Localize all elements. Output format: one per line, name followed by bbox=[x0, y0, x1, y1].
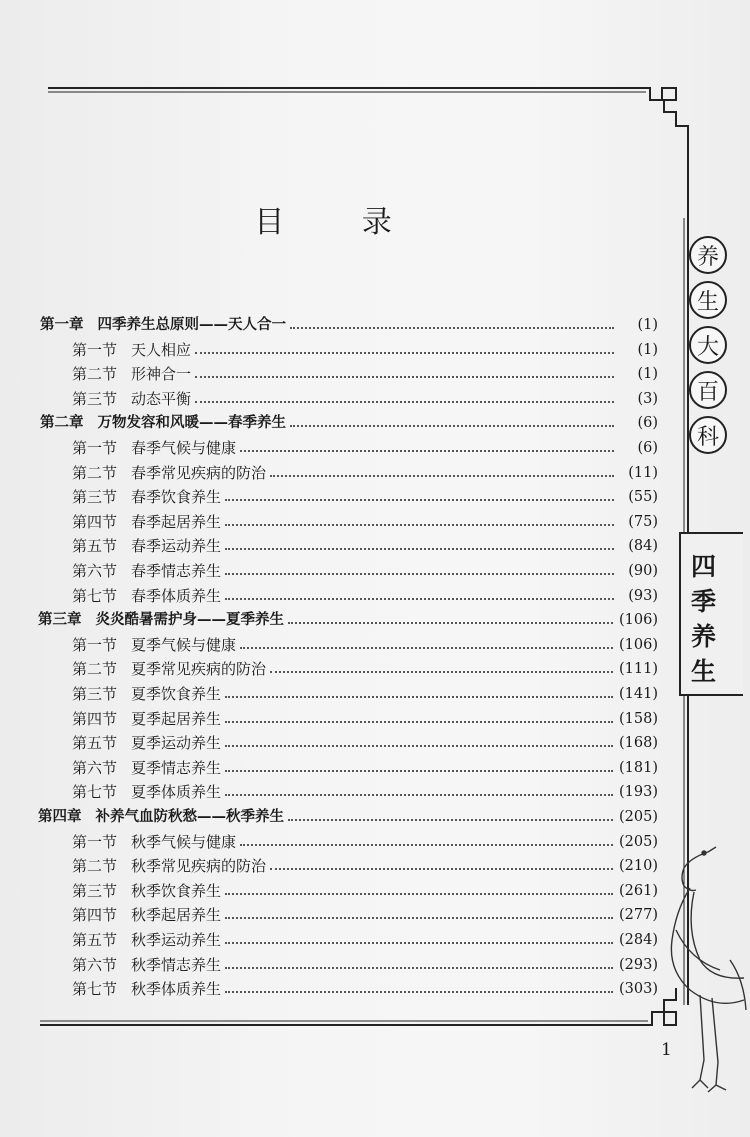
dot-leader bbox=[195, 376, 614, 378]
toc-entry-number: 第六节 bbox=[72, 955, 118, 974]
toc-page-number: (6) bbox=[637, 415, 658, 432]
toc-entry-number: 第二节 bbox=[72, 463, 118, 482]
toc-section-entry[interactable] bbox=[72, 630, 658, 654]
toc-entry-title: 补养气血防秋愁——秋季养生 bbox=[95, 809, 284, 825]
toc-entry-number: 第六节 bbox=[72, 562, 118, 580]
dot-leader bbox=[290, 425, 614, 427]
toc-page-number: (158) bbox=[619, 710, 658, 727]
toc-entry-number: 第一节 bbox=[72, 439, 118, 457]
toc-entry-number: 第六节 bbox=[72, 758, 118, 777]
toc-entry-number: 第一节 bbox=[72, 340, 118, 359]
toc-page-number: (84) bbox=[628, 538, 658, 555]
dot-leader bbox=[225, 573, 614, 575]
toc-entry-number: 第五节 bbox=[72, 931, 118, 949]
toc-page-number: (106) bbox=[619, 636, 658, 653]
toc-section-entry[interactable] bbox=[72, 777, 658, 801]
toc-entry-number: 第七节 bbox=[72, 586, 118, 605]
toc-entry-title: 秋季情志养生 bbox=[131, 955, 222, 974]
toc-page-number: (6) bbox=[637, 440, 658, 456]
crane-illustration bbox=[671, 847, 746, 1092]
dot-leader bbox=[225, 745, 613, 747]
toc-section-entry[interactable] bbox=[72, 900, 658, 924]
dot-leader bbox=[270, 475, 614, 477]
toc-section-entry[interactable] bbox=[72, 753, 658, 777]
toc-page-number: (293) bbox=[619, 956, 658, 973]
toc-page-number: (111) bbox=[619, 661, 658, 678]
page-title: 目 录 bbox=[254, 205, 426, 240]
toc-page-number: (205) bbox=[619, 809, 658, 825]
dot-leader bbox=[270, 868, 613, 870]
series-title-char: 大 bbox=[689, 326, 727, 364]
toc-section-entry[interactable] bbox=[72, 876, 658, 900]
volume-title-char: 四 bbox=[691, 552, 717, 581]
toc-entry-number: 第二章 bbox=[40, 415, 84, 432]
toc-entry-title: 春季运动养生 bbox=[131, 537, 222, 556]
toc-section-entry[interactable] bbox=[72, 654, 658, 678]
toc-entry-title: 春季气候与健康 bbox=[131, 439, 237, 457]
toc-entry-number: 第四章 bbox=[38, 809, 82, 825]
dot-leader bbox=[225, 721, 613, 723]
toc-page-number: (181) bbox=[619, 759, 658, 776]
toc-section-entry[interactable] bbox=[72, 384, 658, 408]
toc-chapter-entry[interactable] bbox=[38, 605, 658, 629]
toc-section-entry[interactable] bbox=[72, 925, 658, 949]
dot-leader bbox=[225, 598, 614, 600]
toc-entry-number: 第一章 bbox=[40, 317, 84, 333]
toc-section-entry[interactable] bbox=[72, 359, 658, 383]
toc-entry-title: 夏季情志养生 bbox=[131, 758, 222, 777]
toc-page-number: (261) bbox=[619, 882, 658, 899]
toc-page-number: (168) bbox=[619, 735, 658, 752]
toc-section-entry[interactable] bbox=[72, 531, 658, 555]
dot-leader bbox=[240, 647, 613, 649]
toc-entry-title: 四季养生总原则——天人合一 bbox=[97, 317, 286, 333]
toc-section-entry[interactable] bbox=[72, 458, 658, 482]
toc-entry-title: 秋季起居养生 bbox=[131, 906, 222, 925]
toc-entry-number: 第一节 bbox=[72, 832, 118, 851]
dot-leader bbox=[225, 770, 613, 772]
toc-entry-title: 夏季常见疾病的防治 bbox=[131, 660, 267, 679]
toc-entry-number: 第二节 bbox=[72, 660, 118, 679]
toc-section-entry[interactable] bbox=[72, 679, 658, 703]
dot-leader bbox=[270, 671, 613, 673]
dot-leader bbox=[225, 893, 613, 895]
dot-leader bbox=[288, 622, 613, 624]
toc-page-number: (75) bbox=[628, 513, 658, 530]
toc-entry-number: 第一节 bbox=[72, 635, 118, 654]
toc-entry-number: 第三节 bbox=[72, 488, 118, 507]
toc-entry-title: 秋季饮食养生 bbox=[131, 881, 222, 900]
series-title-char: 生 bbox=[689, 281, 727, 319]
toc-entry-title: 秋季运动养生 bbox=[131, 931, 222, 949]
series-title-char: 养 bbox=[689, 236, 727, 274]
toc-entry-title: 春季起居养生 bbox=[131, 512, 222, 531]
dot-leader bbox=[225, 967, 613, 969]
toc-entry-title: 形神合一 bbox=[131, 365, 192, 384]
toc-entry-number: 第三节 bbox=[72, 685, 118, 703]
toc-entry-title: 春季情志养生 bbox=[131, 562, 222, 580]
dot-leader bbox=[225, 942, 613, 944]
toc-entry-number: 第二节 bbox=[72, 857, 118, 876]
toc-section-entry[interactable] bbox=[72, 704, 658, 728]
toc-page-number: (106) bbox=[619, 612, 658, 629]
toc-entry-title: 天人相应 bbox=[131, 340, 192, 359]
toc-entry-title: 夏季饮食养生 bbox=[131, 685, 222, 703]
dot-leader bbox=[225, 794, 613, 796]
toc-entry-title: 炎炎酷暑需护身——夏季养生 bbox=[95, 612, 284, 629]
toc-page-number: (210) bbox=[619, 858, 658, 875]
dot-leader bbox=[225, 499, 614, 501]
toc-page-number: (1) bbox=[637, 317, 658, 333]
toc-entry-number: 第三节 bbox=[72, 389, 118, 408]
toc-section-entry[interactable] bbox=[72, 728, 658, 752]
toc-page-number: (141) bbox=[619, 686, 658, 702]
toc-entry-number: 第四节 bbox=[72, 709, 118, 728]
toc-entry-number: 第五节 bbox=[72, 537, 118, 556]
dot-leader bbox=[225, 917, 613, 919]
toc-entry-number: 第七节 bbox=[72, 980, 118, 999]
volume-title-char: 养 bbox=[691, 622, 717, 651]
dot-leader bbox=[225, 524, 614, 526]
dot-leader bbox=[225, 991, 613, 993]
toc-page-number: (3) bbox=[637, 390, 658, 407]
series-title-char: 科 bbox=[689, 416, 727, 454]
toc-entry-title: 春季体质养生 bbox=[131, 586, 222, 605]
toc-chapter-entry[interactable] bbox=[38, 802, 658, 826]
toc-section-entry[interactable] bbox=[72, 851, 658, 875]
toc-section-entry[interactable] bbox=[72, 556, 658, 580]
toc-entry-title: 秋季常见疾病的防治 bbox=[131, 857, 267, 876]
toc-section-entry[interactable] bbox=[72, 827, 658, 851]
dot-leader bbox=[290, 327, 614, 329]
toc-page-number: (93) bbox=[628, 587, 658, 604]
toc-entry-title: 夏季运动养生 bbox=[131, 734, 222, 753]
toc-page-number: (205) bbox=[619, 833, 658, 850]
toc-chapter-entry[interactable] bbox=[40, 310, 658, 334]
toc-entry-title: 夏季气候与健康 bbox=[131, 635, 237, 654]
dot-leader bbox=[240, 844, 613, 846]
toc-entry-number: 第二节 bbox=[72, 365, 118, 384]
dot-leader bbox=[225, 696, 613, 698]
toc-entry-title: 春季常见疾病的防治 bbox=[131, 463, 267, 482]
dot-leader bbox=[288, 819, 613, 821]
toc-page-number: (11) bbox=[628, 464, 658, 481]
toc-entry-number: 第四节 bbox=[72, 906, 118, 925]
toc-entry-number: 第三章 bbox=[38, 612, 82, 629]
toc-page-number: (1) bbox=[637, 341, 658, 358]
toc-section-entry[interactable] bbox=[72, 950, 658, 974]
toc-chapter-entry[interactable] bbox=[40, 408, 658, 432]
toc-section-entry[interactable] bbox=[72, 974, 658, 998]
toc-page-number: (1) bbox=[637, 366, 658, 383]
toc-entry-title: 夏季体质养生 bbox=[131, 783, 222, 802]
toc-page-number: (303) bbox=[619, 981, 658, 998]
dot-leader bbox=[195, 352, 614, 354]
toc-entry-number: 第五节 bbox=[72, 734, 118, 753]
toc-entry-title: 夏季起居养生 bbox=[131, 709, 222, 728]
toc-page-number: (284) bbox=[619, 932, 658, 948]
dot-leader bbox=[195, 401, 614, 403]
toc-entry-title: 秋季体质养生 bbox=[131, 980, 222, 999]
toc-entry-title: 秋季气候与健康 bbox=[131, 832, 237, 851]
volume-title-char: 生 bbox=[691, 657, 717, 686]
toc-page-number: (193) bbox=[619, 784, 658, 801]
dot-leader bbox=[240, 450, 614, 452]
toc-page-number: (90) bbox=[628, 563, 658, 579]
toc-entry-title: 动态平衡 bbox=[131, 389, 192, 408]
toc-entry-title: 春季饮食养生 bbox=[131, 488, 222, 507]
toc-page-number: (55) bbox=[628, 489, 658, 506]
toc-section-entry[interactable] bbox=[72, 335, 658, 359]
toc-entry-title: 万物发容和风暖——春季养生 bbox=[97, 415, 286, 432]
series-title-vertical bbox=[686, 236, 730, 461]
series-title-char: 百 bbox=[689, 371, 727, 409]
page-number: 1 bbox=[661, 1040, 672, 1060]
toc-section-entry[interactable] bbox=[72, 507, 658, 531]
toc-section-entry[interactable] bbox=[72, 581, 658, 605]
toc-entry-number: 第四节 bbox=[72, 512, 118, 531]
toc-page-number: (277) bbox=[619, 907, 658, 924]
toc-entry-number: 第三节 bbox=[72, 881, 118, 900]
volume-title-char: 季 bbox=[691, 587, 717, 616]
toc-section-entry[interactable] bbox=[72, 433, 658, 457]
toc-entry-number: 第七节 bbox=[72, 783, 118, 802]
dot-leader bbox=[225, 548, 614, 550]
toc-section-entry[interactable] bbox=[72, 482, 658, 506]
